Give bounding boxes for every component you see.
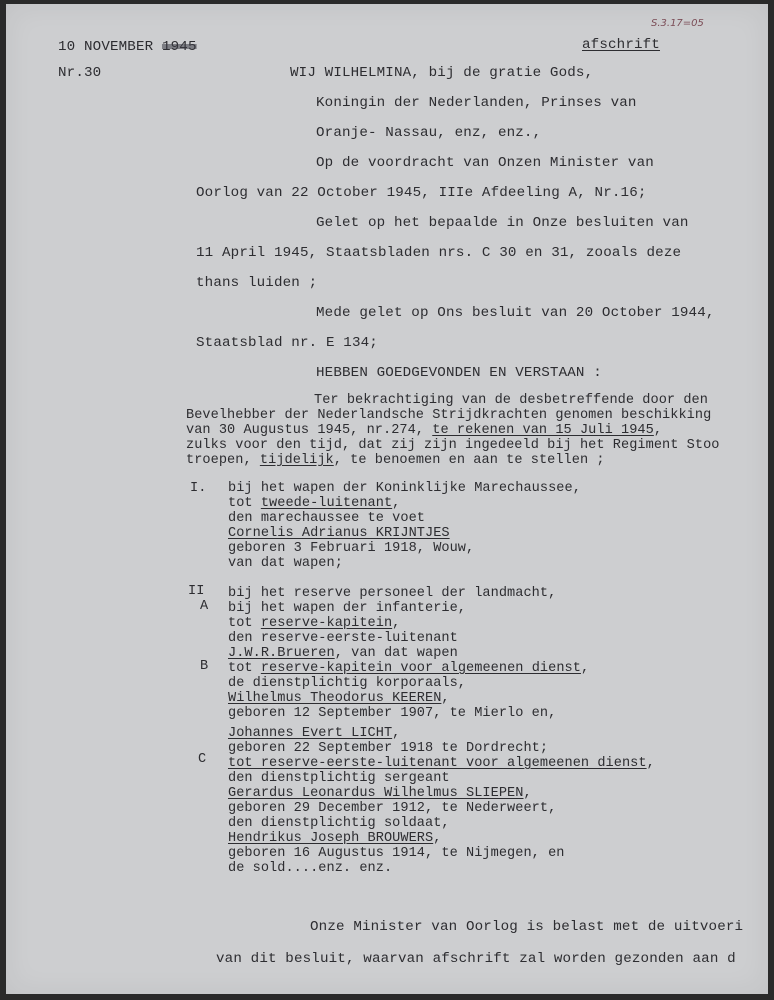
subsection-a-marker: A — [200, 599, 209, 614]
section-2-line-16: den dienstplichtig soldaat, — [228, 816, 450, 831]
section-2-line-14 — [228, 787, 532, 801]
tot-text: tot — [228, 616, 261, 631]
intro-line-9: Mede gelet op Ons besluit van 20 October 1944, — [316, 305, 715, 321]
troops-text: troepen — [186, 453, 244, 468]
year-text: 1945 — [161, 39, 197, 55]
section-2-line-9: geboren 12 September 1907, te Mierlo en, — [228, 706, 557, 721]
section-2-marker: II — [188, 584, 205, 599]
subsection-c-marker: C — [198, 752, 207, 767]
person-keeren: Wilhelmus Theodorus KEEREN — [228, 691, 442, 706]
section-2-line-2: bij het wapen der infanterie, — [228, 601, 467, 616]
intro-line-10: Staatsblad nr. E 134; — [196, 335, 378, 351]
archive-reference: S.3.17=05 — [651, 18, 704, 29]
section-2-line-1: bij het reserve personeel der landmacht, — [228, 586, 557, 601]
header-date — [58, 40, 197, 54]
rank-text: reserve-kapitein — [260, 616, 393, 631]
temporary-text: tijdelijk — [259, 453, 334, 468]
section-2-line-6 — [228, 662, 589, 676]
intro-line-4: Op de voordracht van Onzen Minister van — [316, 155, 654, 171]
decision-line-1: Ter bekrachtiging van de desbetreffende door den — [314, 393, 708, 408]
closing-line-2: van dit besluit, waarvan afschrift zal worden gezonden aan d — [216, 951, 736, 967]
section-2-line-10 — [228, 727, 400, 741]
section-1-line-2 — [228, 497, 400, 511]
section-1-line-3: den marechaussee te voet — [228, 511, 425, 526]
date-text: 10 NOVEMBER — [58, 39, 154, 55]
decision-line-3 — [186, 424, 662, 438]
rank-text: reserve-kapitein voor algemeenen dienst — [260, 661, 581, 676]
section-2-line-17 — [228, 832, 441, 846]
closing-line-1: Onze Minister van Oorlog is belast met de uitvoeri — [310, 919, 744, 935]
tot-text: tot — [228, 661, 261, 676]
comma: , — [392, 616, 401, 631]
person-licht: Johannes Evert LICHT — [228, 726, 393, 741]
section-1-marker: I. — [190, 481, 207, 496]
section-2-line-19: de sold....enz. enz. — [228, 861, 393, 876]
subsection-b-marker: B — [200, 659, 209, 674]
section-1-line-6: van dat wapen; — [228, 556, 343, 571]
intro-line-5: Oorlog van 22 October 1945, IIIe Afdeeling A, Nr.16; — [196, 185, 647, 201]
section-2-line-4: den reserve-eerste-luitenant — [228, 631, 458, 646]
section-1-line-1: bij het wapen der Koninklijke Marechaussee, — [228, 481, 581, 496]
comma: , — [580, 661, 590, 676]
appoint-text: , te benoemen en aan te stellen ; — [333, 453, 605, 468]
section-2-line-15: geboren 29 December 1912, te Nederweert, — [228, 801, 557, 816]
decree-number: Nr.30 — [58, 65, 102, 81]
section-2-line-8 — [228, 692, 450, 706]
effective-date-text: te rekenen van 15 Juli 1945 — [432, 423, 654, 438]
copy-label: afschrift — [582, 37, 660, 53]
section-1-line-5: geboren 3 Februari 1918, Wouw, — [228, 541, 475, 556]
comma: , — [433, 831, 442, 846]
comma: , — [441, 691, 450, 706]
decision-date-text: van 30 Augustus 1945, nr.274, — [186, 423, 433, 438]
comma: , — [392, 496, 401, 511]
section-2-line-3 — [228, 617, 400, 631]
intro-line-2: Koningin der Nederlanden, Prinses van — [316, 95, 637, 111]
intro-line-11: HEBBEN GOEDGEVONDEN EN VERSTAAN : — [316, 365, 602, 381]
intro-line-3: Oranje- Nassau, enz, enz., — [316, 125, 542, 141]
decision-line-2: Bevelhebber der Nederlandsche Strijdkrachten genomen beschikking — [186, 408, 712, 423]
tot-text: tot — [228, 496, 261, 511]
separator: , — [243, 453, 260, 468]
intro-line-6: Gelet op het bepaalde in Onze besluiten van — [316, 215, 689, 231]
comma: , — [523, 786, 532, 801]
rank-text: tot reserve-eerste-luitenant voor algemeenen dienst — [228, 756, 647, 771]
decision-line-5 — [186, 454, 605, 468]
person-sliepen: Gerardus Leonardus Wilhelmus SLIEPEN — [228, 786, 524, 801]
section-2-line-7: de dienstplichtig korporaals, — [228, 676, 467, 691]
section-2-line-11: geboren 22 September 1918 te Dordrecht; — [228, 741, 549, 756]
person-brouwers: Hendrikus Joseph BROUWERS — [228, 831, 434, 846]
section-2-line-18: geboren 16 Augustus 1914, te Nijmegen, en — [228, 846, 565, 861]
weapon-text: , van dat wapen — [334, 646, 458, 661]
document-page — [6, 4, 768, 994]
intro-line-1: WIJ WILHELMINA, bij de gratie Gods, — [290, 65, 594, 81]
section-2-line-5 — [228, 647, 458, 661]
person-brueren: J.W.R.Brueren — [228, 646, 335, 661]
rank-text: tweede-luitenant — [260, 496, 393, 511]
comma: , — [653, 423, 663, 438]
intro-line-8: thans luiden ; — [196, 275, 318, 291]
person-krijntjes: Cornelis Adrianus KRIJNTJES — [228, 526, 450, 541]
intro-line-7: 11 April 1945, Staatsbladen nrs. C 30 en 31, zooals deze — [196, 245, 682, 261]
section-2-line-12 — [228, 757, 655, 771]
section-2-line-13: den dienstplichtig sergeant — [228, 771, 450, 786]
decision-line-4: zulks voor den tijd, dat zij zijn ingedeeld bij het Regiment Stoo — [186, 438, 720, 453]
comma: , — [646, 756, 655, 771]
comma: , — [392, 726, 401, 741]
